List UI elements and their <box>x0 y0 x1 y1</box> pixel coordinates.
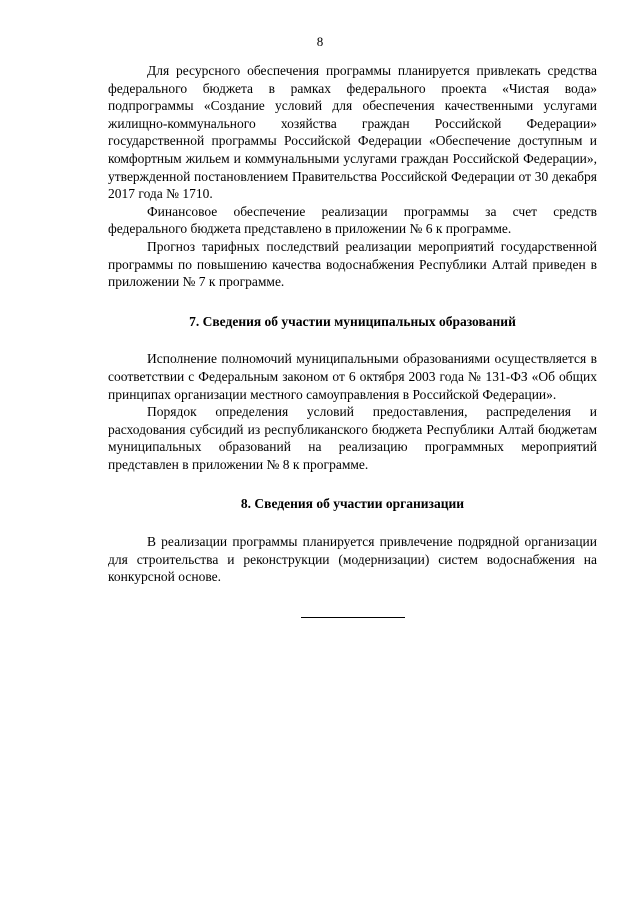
paragraph: Финансовое обеспечение реализации программы за счет средств федерального бюджета представлено в приложении № 6 к программе. <box>108 203 597 237</box>
page-number: 8 <box>316 34 324 49</box>
paragraph: Исполнение полномочий муниципальными образованиями осуществляется в соответствии с Федеральным законом от 6 октября 2003 года № 131-ФЗ «Об общих принципах организации местного самоуправления в Российской Федерации». <box>108 351 597 402</box>
paragraph: Порядок определения условий предоставления, распределения и расходования субсидий из республиканского бюджета Республики Алтай бюджетам муниципальных образований на реализацию программных мероприятий представлен в приложении № 8 к программе. <box>108 404 597 472</box>
paragraph: Прогноз тарифных последствий реализации мероприятий государственной программы по повышению качества водоснабжения Республики Алтай приведен в приложении № 7 к программе. <box>108 238 597 290</box>
section-heading: 7. Сведения об участии муниципальных образований <box>189 313 516 329</box>
paragraph: Для ресурсного обеспечения программы планируется привлекать средства федерального бюджета в рамках федерального проекта «Чистая вода» подпрограммы «Создание условий для обеспечения качественными услугами жилищно-коммунального хозяйства граждан Российской Федерации» государственной программы Российской Федерации «Обеспечение доступным и комфортным жильем и коммунальными услугами граждан Российской Федерации», утвержденной постановлением Правительства Российской Федерации от 30 декабря 2017 года № 1710. <box>108 63 597 202</box>
end-of-document-rule <box>301 617 405 618</box>
document-body <box>108 62 597 618</box>
paragraph: В реализации программы планируется привлечение подрядной организации для строительства и реконструкции (модернизации) систем водоснабжения на конкурсной основе. <box>108 534 597 585</box>
section-heading: 8. Сведения об участии организации <box>240 496 465 512</box>
